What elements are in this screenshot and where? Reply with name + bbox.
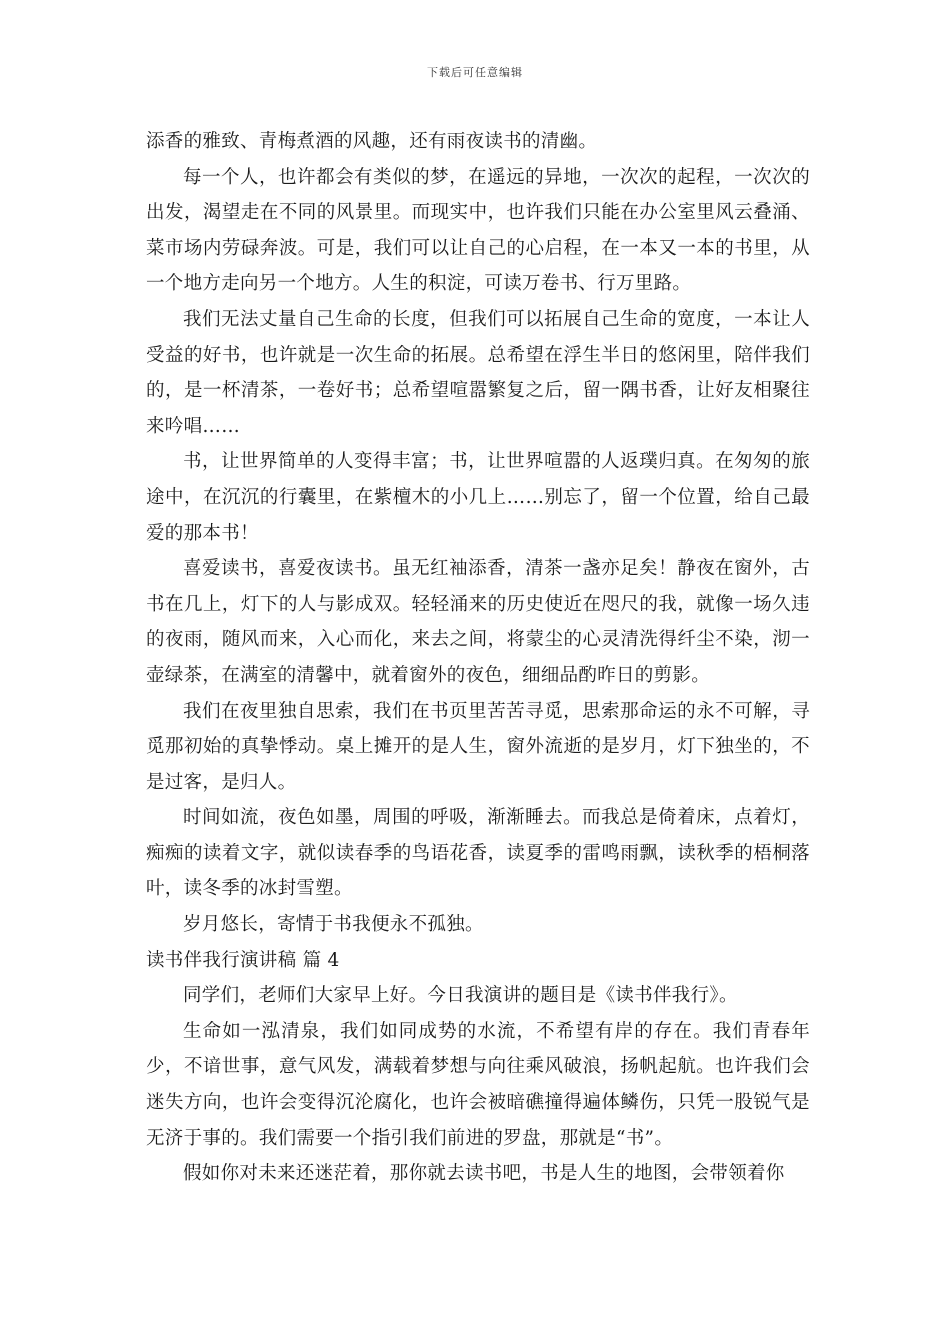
paragraph: 生命如一泓清泉，我们如同成势的水流，不希望有岸的存在。我们青春年少，不谙世事，意气风发，满载着梦想与向往乘风破浪，扬帆起航。也许我们会迷失方向，也许会变得沉沦腐化，也许会被暗礁撞得遍体鳞伤，只凭一股锐气是无济于事的。我们需要一个指引我们前进的罗盘，那就是“书”。 [146,1020,810,1149]
paragraph: 我们无法丈量自己生命的长度，但我们可以拓展自己生命的宽度，一本让人受益的好书，也许就是一次生命的拓展。总希望在浮生半日的悠闲里，陪伴我们的，是一杯清茶，一卷好书；总希望喧嚣繁复之后，留一隅书香，让好友相聚往来吟唱…… [146,308,810,437]
paragraph: 每一个人，也许都会有类似的梦，在遥远的异地，一次次的起程，一次次的出发，渴望走在不同的风景里。而现实中，也许我们只能在办公室里风云叠涌、菜市场内劳碌奔波。可是，我们可以让自己的心启程，在一本又一本的书里，从一个地方走向另一个地方。人生的积淀，可读万卷书、行万里路。 [146,166,810,295]
paragraph: 我们在夜里独自思索，我们在书页里苦苦寻觅，思索那命运的永不可解，寻觅那初始的真挚悸动。桌上摊开的是人生，窗外流逝的是岁月，灯下独坐的，不是过客，是归人。 [146,700,810,793]
paragraph: 假如你对未来还迷茫着，那你就去读书吧，书是人生的地图，会带领着你 [183,1163,785,1185]
document-body [146,124,810,1192]
paragraph: 添香的雅致、青梅煮酒的风趣，还有雨夜读书的清幽。 [146,131,598,152]
paragraph: 喜爱读书，喜爱夜读书。虽无红袖添香，清茶一盏亦足矣！静夜在窗外，古书在几上，灯下的人与影成双。轻轻涌来的历史使近在咫尺的我，就像一场久违的夜雨，随风而来，入心而化，来去之间，将蒙尘的心灵清洗得纤尘不染，沏一壶绿茶，在满室的清馨中，就着窗外的夜色，细细品酌昨日的剪影。 [146,558,810,686]
paragraph: 时间如流，夜色如墨，周围的呼吸，渐渐睡去。而我总是倚着床，点着灯，痴痴的读着文字，就似读春季的鸟语花香，读夏季的雷鸣雨飘，读秋季的梧桐落叶，读冬季的冰封雪塑。 [146,807,810,900]
page-header-note: 下载后可任意编辑 [427,66,523,79]
paragraph: 书，让世界简单的人变得丰富；书，让世界喧嚣的人返璞归真。在匆匆的旅途中，在沉沉的行囊里，在紫檀木的小几上……别忘了，留一个位置，给自己最爱的那本书！ [146,451,810,544]
paragraph: 岁月悠长，寄情于书我便永不孤独。 [183,914,484,936]
section-heading: 读书伴我行演讲稿 篇 4 [146,949,340,971]
paragraph: 同学们，老师们大家早上好。今日我演讲的题目是《读书伴我行》。 [183,985,738,1007]
